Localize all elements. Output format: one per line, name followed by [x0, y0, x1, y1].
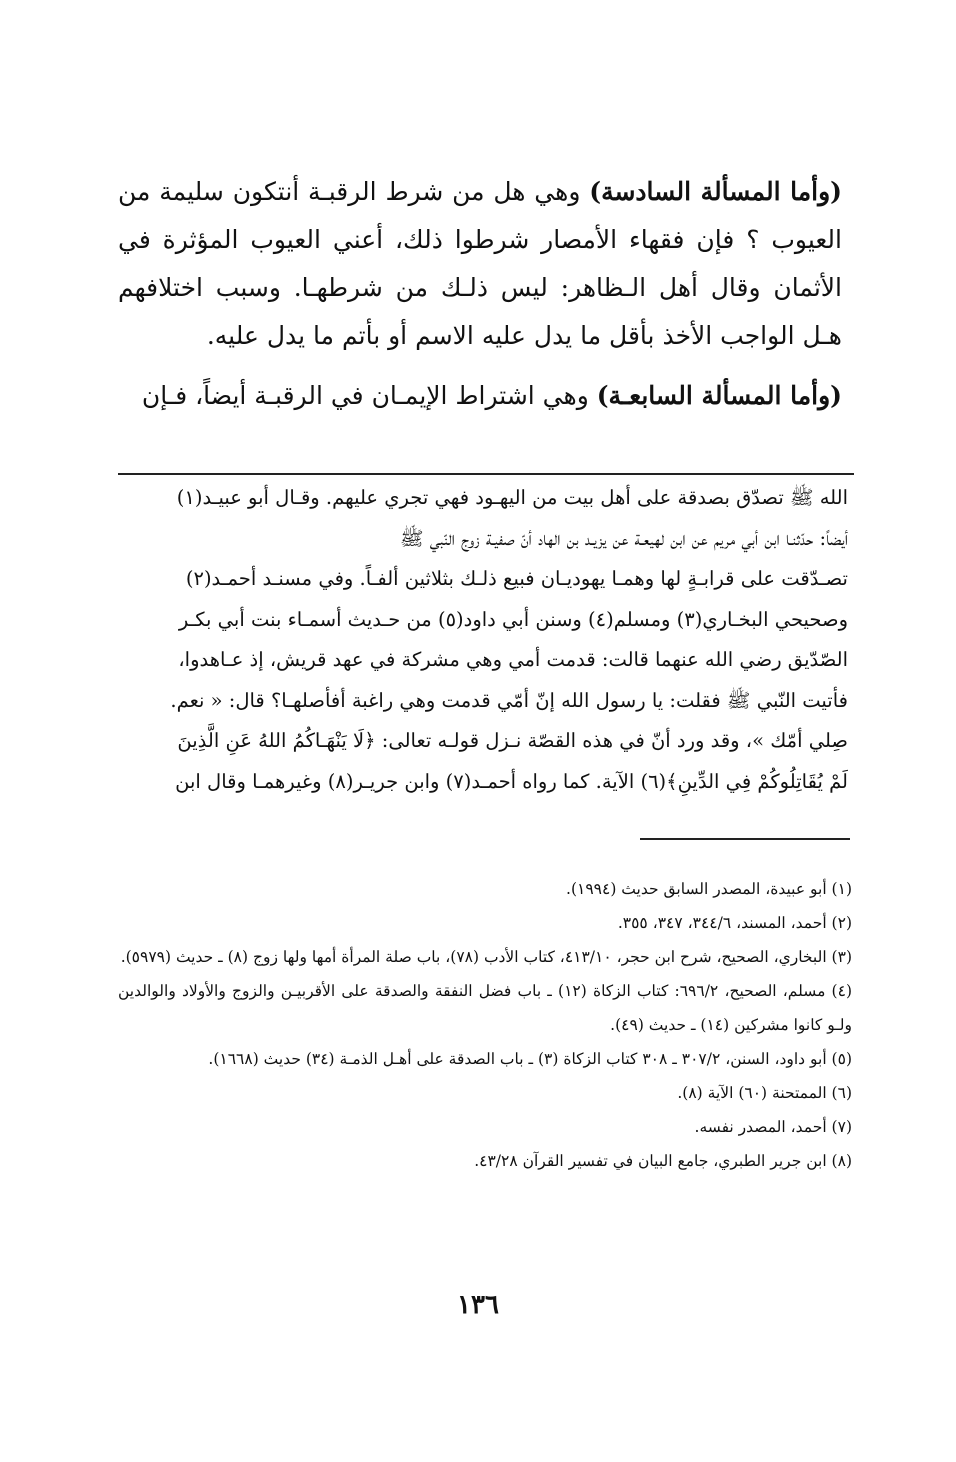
- main-text: [118, 168, 842, 420]
- footnote-4: (٤) مسلم، الصحيح، ٦٩٦/٢: كتاب الزكاة (١٢) ـ باب فضل النفقة والصدقة على الأقربيـن والزوج والأولاد والوالدين ولـو كانوا مشركين (١٤) ـ حديث (٤٩).: [118, 982, 852, 1034]
- text-line: الصّدّيق رضي الله عنهما قالت: قدمت أمي وهي مشركة في عهد قريش، إذ عـاهدوا،: [178, 648, 848, 671]
- footnote-6: (٦) الممتحنة (٦٠) الآية (٨).: [677, 1084, 852, 1102]
- paragraph-seventh-issue: [118, 372, 842, 420]
- text-line: وصحيحي البخـاري(٣) ومسلم(٤) وسنن أبي داود(٥) من حـديث أسمـاء بنت أبي بكـر: [178, 607, 848, 631]
- footnote-8: (٨) ابن جرير الطبري، جامع البيان في تفسير القرآن ٤٣/٢٨.: [474, 1152, 852, 1170]
- text-line: تصـدّقت على قرابـةٍ لها وهمـا يهوديـان فبيع ذلـك بثلاثين ألفـاً. وفي مسنـد أحمـد(٢): [185, 567, 848, 590]
- separator-line: [118, 473, 854, 475]
- paragraph-heading: (وأما المسألة السادسة): [589, 177, 842, 206]
- paragraph-sixth-issue: [118, 168, 842, 360]
- text-line: أيضاً: حدّثنـا ابن أبي مريم عن ابن لهيعـة عن يزيـد بن الهاد أنّ صفيـة زوج النّبي ﷺ: [399, 526, 848, 550]
- text-line: صِلي أمّك »، وقد ورد أنّ في هذه القصّة نـزل قولـه تعالى: ﴿لَا يَنْهَـاكُمُ اللهُ عَنِ الَّذِينَ: [177, 729, 848, 752]
- footnote-7: (٧) أحمد، المصدر نفسه.: [694, 1118, 852, 1136]
- footnote-1: (١) أبو عبيدة، المصدر السابق حديث (١٩٩٤).: [566, 880, 852, 898]
- text-line: فأتيت النّبي ﷺ فقلت: يا رسول الله إنّ أمّي قدمت وهي راغبة أفأصلهـا؟ قال: « نعم.: [170, 688, 848, 712]
- footnote-5: (٥) أبو داود، السنن، ٣٠٧/٢ ـ ٣٠٨ كتاب الزكاة (٣) ـ باب الصدقة على أهـل الذمـة (٣٤) حديث (١٦٦٨).: [208, 1050, 852, 1068]
- text-line: الله ﷺ تصدّق بصدقة على أهل بيت من اليهـود فهي تجري عليهم. وقـال أبو عبيـد(١): [176, 486, 848, 509]
- paragraph-body: وهي هل من شرط الرقبـة أنتكون سليمة من العيوب ؟ فإن فقهاء الأمصار شرطوا ذلك، أعني العيوب المؤثرة في الأثمان وقال أهل الـظاهر: ليس ذلـك من شرطهـا. وسبب اختلافهم هـل الواجب الأخذ بأقل ما يدل عليه الاسم أو بأتم ما يدل عليه.: [118, 177, 842, 350]
- page-number: ١٣٦: [457, 1290, 499, 1320]
- text-line: لَمْ يُقَاتِلُوكُمْ فِي الدِّينِ﴾(٦) الآية. كما رواه أحمـد(٧) وابن جريـر(٨) وغيرهمـا وقال ابن: [175, 769, 848, 793]
- paragraph-body: وهي اشتراط الإيمـان في الرقبـة أيضاً، فـإن: [141, 381, 597, 410]
- paragraph-heading: (وأما المسألة السابعـة): [596, 381, 842, 410]
- footnote-3: (٣) البخاري، الصحيح، شرح ابن حجر، ٤١٣/١٠، كتاب الأدب (٧٨)، باب صلة المرأة أمها ولها زوج (٨) ـ حديث (٥٩٧٩).: [120, 948, 852, 966]
- footnote-2: (٢) أحمد، المسند، ٣٤٤/٦، ٣٤٧، ٣٥٥.: [617, 914, 852, 932]
- continued-text: [118, 478, 848, 802]
- footnotes: [118, 872, 852, 1178]
- footnote-separator: [640, 838, 850, 840]
